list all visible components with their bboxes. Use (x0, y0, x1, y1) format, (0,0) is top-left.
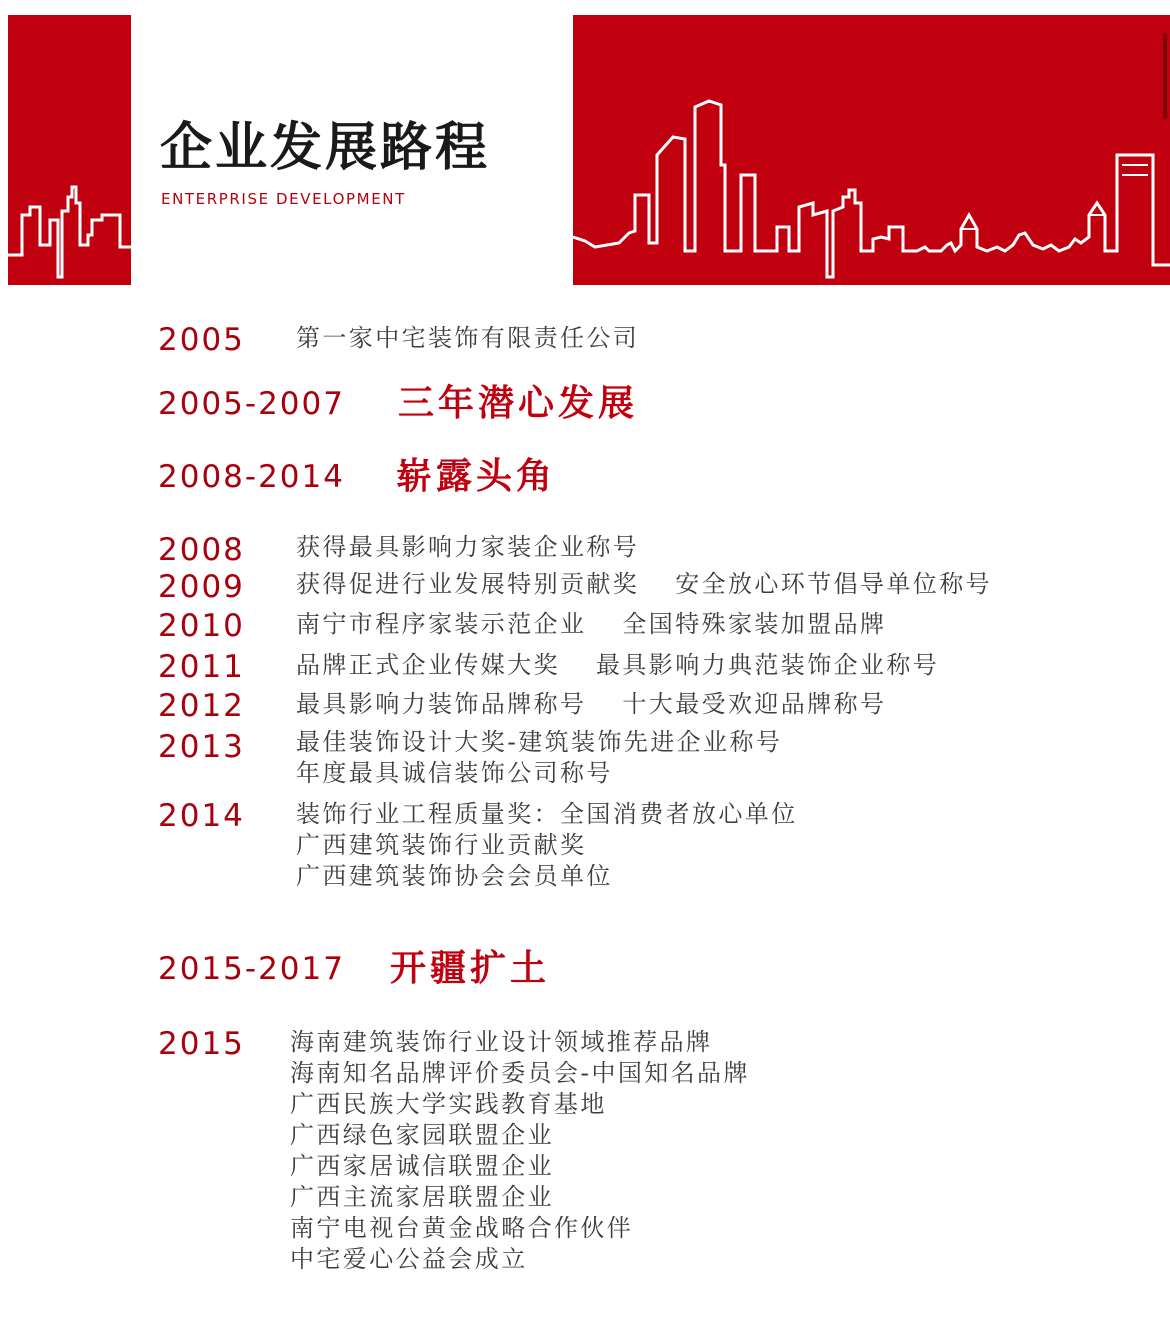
timeline-entries-2010 (296, 609, 886, 640)
timeline-item: 海南知名品牌评价委员会-中国知名品牌 (290, 1059, 750, 1087)
phase-heading-3: 开疆扩土 (390, 948, 551, 989)
timeline-entries-2012 (296, 689, 886, 720)
header-banner-right (573, 15, 1170, 285)
timeline-item: 最具影响力典范装饰企业称号 (596, 651, 940, 679)
timeline-entries-2014 (296, 799, 798, 892)
timeline-item: 安全放心环节倡导单位称号 (675, 570, 993, 598)
timeline-line (290, 1182, 750, 1213)
page-title: 企业发展路程 (160, 118, 491, 178)
timeline-year-2009: 2009 (158, 569, 245, 605)
timeline-item: 品牌正式企业传媒大奖 (296, 651, 560, 679)
timeline-line (290, 1089, 750, 1120)
timeline-year-2014: 2014 (158, 798, 245, 834)
timeline-line (296, 569, 992, 600)
timeline-item: 南宁电视台黄金战略合作伙伴 (290, 1214, 634, 1242)
timeline-line (290, 1213, 750, 1244)
city-skyline-illustration (573, 15, 1170, 285)
timeline-line (296, 861, 798, 892)
timeline-line (290, 1027, 750, 1058)
timeline-entries-2015 (290, 1027, 750, 1275)
timeline-year-2015: 2015 (158, 1026, 245, 1062)
timeline-entries-2011 (296, 650, 939, 681)
timeline-line (290, 1120, 750, 1151)
timeline-item: 南宁市程序家装示范企业 (296, 610, 587, 638)
timeline-item: 最佳装饰设计大奖-建筑装饰先进企业称号 (296, 728, 783, 756)
timeline-line (290, 1244, 750, 1275)
timeline-item: 最具影响力装饰品牌称号 (296, 690, 587, 718)
timeline-item: 广西民族大学实践教育基地 (290, 1090, 607, 1118)
timeline-item: 海南建筑装饰行业设计领域推荐品牌 (290, 1028, 713, 1056)
phase-years-2008-2014: 2008-2014 (158, 459, 345, 495)
timeline-item: 广西建筑装饰行业贡献奖 (296, 831, 587, 859)
timeline-item: 全国特殊家装加盟品牌 (622, 610, 887, 638)
timeline-line (296, 689, 886, 720)
timeline-item: 广西绿色家园联盟企业 (290, 1121, 554, 1149)
timeline-entries-2008 (296, 532, 639, 563)
timeline-entries-2009 (296, 569, 992, 600)
timeline-item: 获得最具影响力家装企业称号 (296, 533, 640, 561)
timeline-line (296, 609, 886, 640)
timeline-item: 中宅爱心公益会成立 (290, 1245, 528, 1273)
timeline-line (296, 650, 939, 681)
phase-years-2005-2007: 2005-2007 (158, 386, 345, 422)
timeline-item: 广西家居诚信联盟企业 (290, 1152, 554, 1180)
timeline-year-2008: 2008 (158, 532, 245, 568)
timeline-line (290, 1151, 750, 1182)
timeline-line (296, 532, 639, 563)
timeline-line (296, 830, 798, 861)
timeline-item: 广西主流家居联盟企业 (290, 1183, 554, 1211)
timeline-year-2011: 2011 (158, 649, 245, 685)
timeline-line (296, 323, 639, 354)
timeline-line (296, 727, 782, 758)
phase-heading-1: 三年潜心发展 (398, 383, 639, 424)
timeline-item: 第一家中宅装饰有限责任公司 (296, 324, 640, 352)
timeline-item: 年度最具诚信装饰公司称号 (296, 759, 613, 787)
timeline-item: 十大最受欢迎品牌称号 (622, 690, 887, 718)
phase-years-2015-2017: 2015-2017 (158, 951, 345, 987)
timeline-line (296, 758, 782, 789)
timeline-line (296, 799, 798, 830)
header-banner-left (8, 15, 131, 285)
timeline-year-2012: 2012 (158, 688, 245, 724)
timeline-year-2013: 2013 (158, 729, 245, 765)
timeline-entries-2013 (296, 727, 782, 789)
timeline-item: 装饰行业工程质量奖：全国消费者放心单位 (296, 800, 798, 828)
timeline-year-2010: 2010 (158, 608, 245, 644)
timeline-entries-2005 (296, 323, 639, 354)
timeline-year-2005: 2005 (158, 322, 245, 358)
timeline-item: 广西建筑装饰协会会员单位 (296, 862, 613, 890)
page-subtitle: ENTERPRISE DEVELOPMENT (161, 190, 406, 208)
city-skyline-illustration (8, 15, 131, 285)
timeline-line (290, 1058, 750, 1089)
timeline-item: 获得促进行业发展特别贡献奖 (296, 570, 640, 598)
phase-heading-2: 崭露头角 (396, 456, 557, 497)
scrollbar-thumb[interactable] (1163, 33, 1167, 119)
